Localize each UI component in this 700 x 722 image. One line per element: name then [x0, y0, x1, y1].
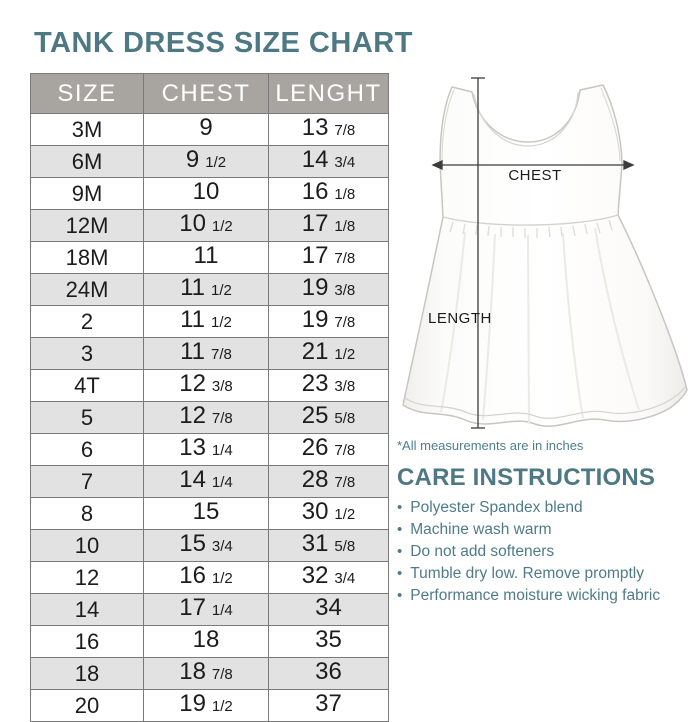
- length-cell: 31 5/8: [269, 530, 389, 562]
- chest-cell: 14 1/4: [144, 466, 269, 498]
- chest-cell: 18 7/8: [144, 658, 269, 690]
- length-cell: 34: [269, 594, 389, 626]
- length-cell: 25 5/8: [269, 402, 389, 434]
- care-instruction-item: • Performance moisture wicking fabric: [397, 585, 660, 607]
- page-title: TANK DRESS SIZE CHART: [34, 27, 413, 59]
- chest-cell: 9 1/2: [144, 146, 269, 178]
- size-table-row: [31, 242, 389, 274]
- length-measure-label: LENGTH: [428, 310, 492, 327]
- dress-illustration: [395, 60, 700, 445]
- chest-cell: 16 1/2: [144, 562, 269, 594]
- size-table-row: [31, 210, 389, 242]
- chest-cell: 11: [144, 242, 269, 274]
- size-table-row: [31, 338, 389, 370]
- size-table-row: [31, 274, 389, 306]
- size-cell: 2: [31, 306, 144, 338]
- size-cell: 6: [31, 434, 144, 466]
- size-cell: 3: [31, 338, 144, 370]
- chest-cell: 11 7/8: [144, 338, 269, 370]
- size-table-body: [31, 114, 389, 722]
- chest-cell: 12 3/8: [144, 370, 269, 402]
- length-cell: 35: [269, 626, 389, 658]
- chest-cell: 10: [144, 178, 269, 210]
- length-cell: 30 1/2: [269, 498, 389, 530]
- size-cell: 3M: [31, 114, 144, 146]
- size-cell: 14: [31, 594, 144, 626]
- size-cell: 4T: [31, 370, 144, 402]
- length-cell: 19 7/8: [269, 306, 389, 338]
- size-cell: 16: [31, 626, 144, 658]
- column-header-length: LENGHT: [269, 74, 389, 114]
- length-cell: 13 7/8: [269, 114, 389, 146]
- column-header-chest: CHEST: [144, 74, 269, 114]
- chest-measure-label: CHEST: [508, 167, 562, 184]
- size-cell: 20: [31, 690, 144, 722]
- size-table-header: [31, 74, 389, 114]
- size-table-row: [31, 658, 389, 690]
- size-table-row: [31, 114, 389, 146]
- column-header-size: SIZE: [31, 74, 144, 114]
- size-table-row: [31, 530, 389, 562]
- care-instruction-item: • Tumble dry low. Remove promptly: [397, 563, 660, 585]
- length-cell: 36: [269, 658, 389, 690]
- length-cell: 16 1/8: [269, 178, 389, 210]
- chest-cell: 10 1/2: [144, 210, 269, 242]
- chest-cell: 11 1/2: [144, 306, 269, 338]
- size-cell: 8: [31, 498, 144, 530]
- size-table-row: [31, 498, 389, 530]
- chest-cell: 9: [144, 114, 269, 146]
- chest-cell: 18: [144, 626, 269, 658]
- length-cell: 17 7/8: [269, 242, 389, 274]
- chest-cell: 11 1/2: [144, 274, 269, 306]
- size-table-row: [31, 434, 389, 466]
- care-instruction-item: • Polyester Spandex blend: [397, 497, 660, 519]
- size-cell: 12: [31, 562, 144, 594]
- chest-cell: 13 1/4: [144, 434, 269, 466]
- length-cell: 17 1/8: [269, 210, 389, 242]
- size-table-row: [31, 594, 389, 626]
- size-table-row: [31, 626, 389, 658]
- care-instruction-item: • Do not add softeners: [397, 541, 660, 563]
- chest-cell: 15: [144, 498, 269, 530]
- chest-cell: 19 1/2: [144, 690, 269, 722]
- size-table-row: [31, 370, 389, 402]
- measurements-footnote: *All measurements are in inches: [397, 438, 584, 453]
- size-cell: 6M: [31, 146, 144, 178]
- size-table-row: [31, 562, 389, 594]
- size-cell: 7: [31, 466, 144, 498]
- length-cell: 32 3/4: [269, 562, 389, 594]
- size-cell: 9M: [31, 178, 144, 210]
- length-cell: 28 7/8: [269, 466, 389, 498]
- chest-cell: 12 7/8: [144, 402, 269, 434]
- chest-cell: 17 1/4: [144, 594, 269, 626]
- care-instruction-item: • Machine wash warm: [397, 519, 660, 541]
- size-table-row: [31, 402, 389, 434]
- size-table-row: [31, 466, 389, 498]
- size-table-row: [31, 306, 389, 338]
- length-cell: 21 1/2: [269, 338, 389, 370]
- chest-cell: 15 3/4: [144, 530, 269, 562]
- length-cell: 37: [269, 690, 389, 722]
- length-cell: 19 3/8: [269, 274, 389, 306]
- size-cell: 24M: [31, 274, 144, 306]
- dress-body-shape: [403, 85, 687, 426]
- size-table-row: [31, 146, 389, 178]
- size-table-row: [31, 690, 389, 722]
- size-cell: 18: [31, 658, 144, 690]
- size-table: [30, 73, 389, 722]
- header-row: [31, 74, 389, 114]
- length-cell: 23 3/8: [269, 370, 389, 402]
- size-cell: 18M: [31, 242, 144, 274]
- size-cell: 5: [31, 402, 144, 434]
- size-cell: 12M: [31, 210, 144, 242]
- size-table-row: [31, 178, 389, 210]
- care-instructions-heading: CARE INSTRUCTIONS: [397, 464, 656, 491]
- size-cell: 10: [31, 530, 144, 562]
- care-instructions-list: [397, 497, 660, 607]
- length-cell: 14 3/4: [269, 146, 389, 178]
- length-cell: 26 7/8: [269, 434, 389, 466]
